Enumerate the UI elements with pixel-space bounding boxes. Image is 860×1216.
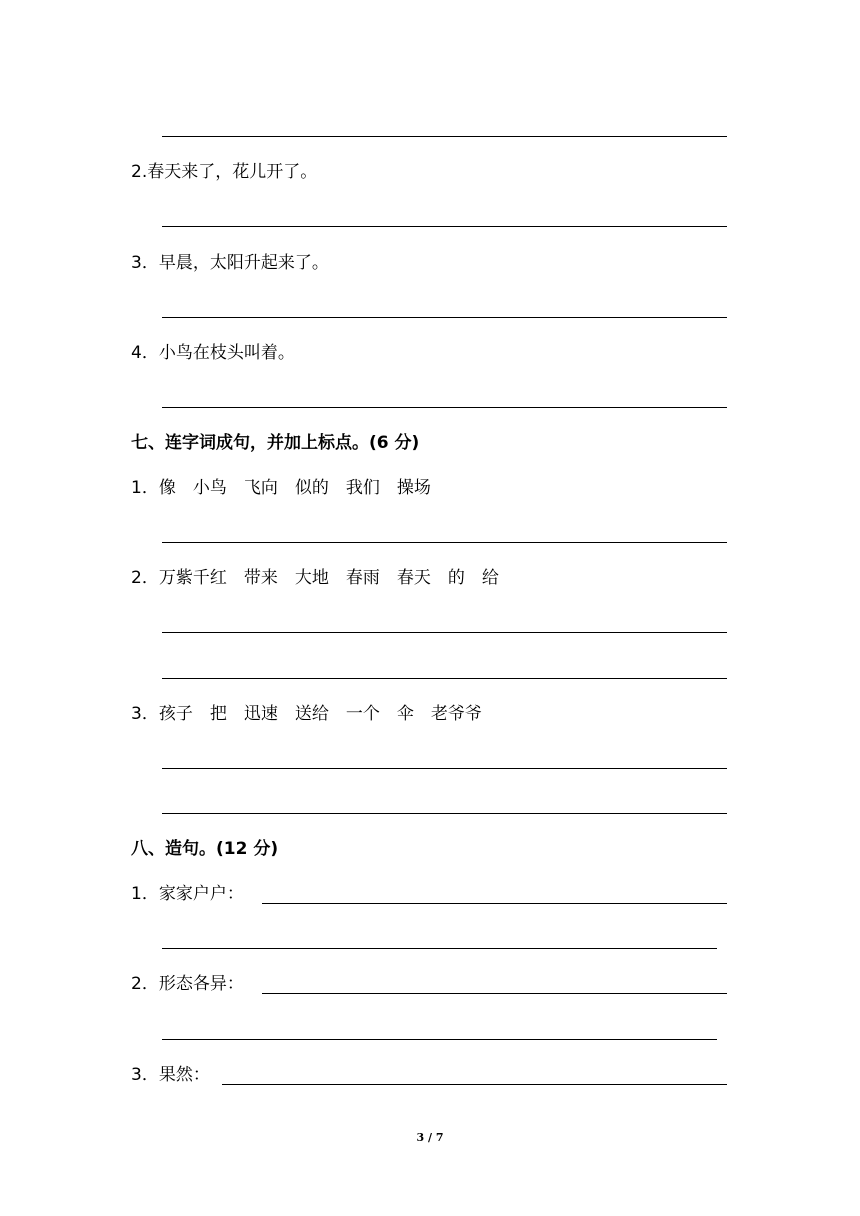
page-number: 3 / 7: [416, 1131, 444, 1144]
answer-line[interactable]: [162, 632, 727, 633]
sentence-prompt: 1．家家户户：: [131, 884, 244, 904]
answer-line[interactable]: [222, 1084, 727, 1085]
answer-line[interactable]: [162, 407, 727, 408]
answer-line[interactable]: [162, 136, 727, 137]
word-group-item: 2．万紫千红 带来 大地 春雨 春天 的 给: [131, 568, 499, 588]
sentence-item: 2.春天来了，花儿开了。: [131, 162, 318, 182]
sentence-prompt: 3．果然：: [131, 1065, 210, 1085]
sentence-prompt: 2．形态各异：: [131, 974, 244, 994]
word-group-item: 3．孩子 把 迅速 送给 一个 伞 老爷爷: [131, 704, 482, 724]
section-heading: 七、连字词成句，并加上标点。(6 分): [131, 433, 420, 453]
answer-line[interactable]: [162, 948, 717, 949]
answer-line[interactable]: [162, 813, 727, 814]
answer-line[interactable]: [162, 1039, 717, 1040]
sentence-item: 4．小鸟在枝头叫着。: [131, 343, 295, 363]
answer-line[interactable]: [162, 542, 727, 543]
answer-line[interactable]: [162, 317, 727, 318]
answer-line[interactable]: [162, 678, 727, 679]
section-heading: 八、造句。(12 分): [131, 839, 279, 859]
sentence-item: 3．早晨，太阳升起来了。: [131, 253, 329, 273]
answer-line[interactable]: [262, 993, 727, 994]
answer-line[interactable]: [262, 903, 727, 904]
word-group-item: 1．像 小鸟 飞向 似的 我们 操场: [131, 478, 431, 498]
answer-line[interactable]: [162, 226, 727, 227]
answer-line[interactable]: [162, 768, 727, 769]
